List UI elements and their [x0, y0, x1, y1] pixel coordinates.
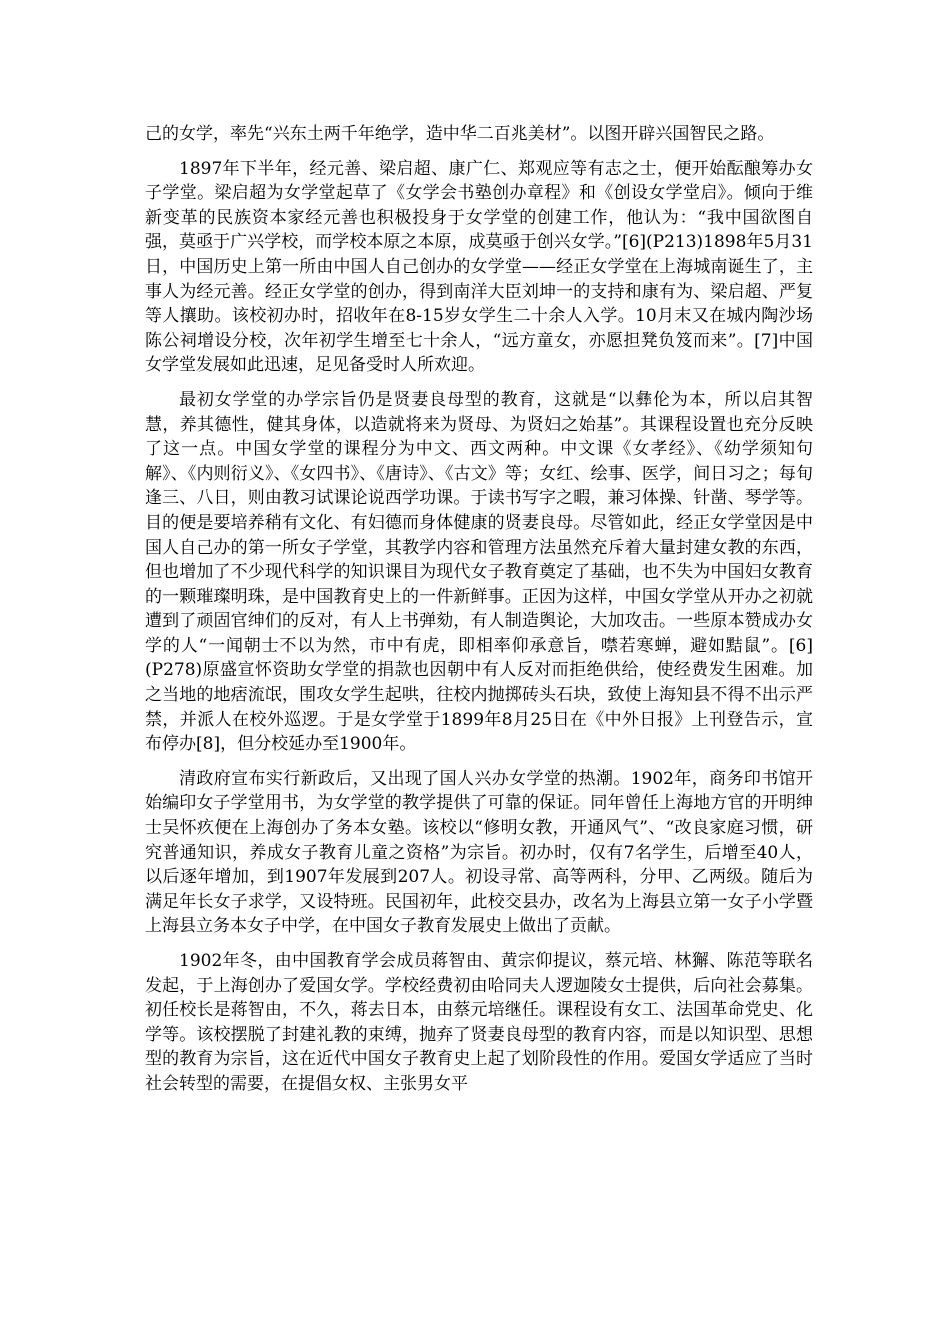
paragraph-5: 1902年冬，由中国教育学会成员蒋智由、黄宗仰提议，蔡元培、林獬、陈范等联名发起，于上海创办了爱国女学。学校经费初由哈同夫人逻迦陵女士提供，后向社会募集。初任校长是蒋智由，不久，蒋去日本，由蔡元培继任。课程设有女工、法国革命党史、化学等。该校摆脱了封建礼教的束缚，抛弃了贤妻良母型的教育内容，而是以知识型、思想型的教育为宗旨，这在近代中国女子教育史上起了划阶段性的作用。爱国女学适应了当时社会转型的需要，在提倡女权、主张男女平 [145, 951, 813, 1094]
paragraph-1: 己的女学，率先“兴东土两千年绝学，造中华二百兆美材”。以图开辟兴国智民之路。 [145, 124, 775, 144]
paragraph-2: 1897年下半年，经元善、梁启超、康广仁、郑观应等有志之士，便开始酝酿筹办女子学堂。梁启超为女学堂起草了《女学会书塾创办章程》和《创设女学堂启》。倾向于维新变革的民族资本家经元善也积极投身于女学堂的创建工作，他认为：“我中国欲图自强，莫亟于广兴学校，而学校本原之本原，成莫亟于创兴女学。”[6](P213)1898年5月31日，中国历史上第一所由中国人自己创办的女学堂——经正女学堂在上海城南诞生了，主事人为经元善。经正女学堂的创办，得到南洋大臣刘坤一的支持和康有为、梁启超、严复等人攘助。该校初办时，招收年在8-15岁女学生二十余人入学。10月末又在城内陶沙场陈公祠增设分校，次年初学生增至七十余人，“远方童女，亦愿担凳负笈而来”。[7]中国女学堂发展如此迅速，足见备受时人所欢迎。 [145, 158, 813, 376]
paragraph-3: 最初女学堂的办学宗旨仍是贤妻良母型的教育，这就是“以彝伦为本，所以启其智慧，养其德性，健其身体，以造就将来为贤母、为贤妇之始基”。其课程设置也充分反映了这一点。中国女学堂的课程分为中文、西文两种。中文课《女孝经》、《幼学须知句解》、《内则衍义》、《女四书》、《唐诗》、《古文》等；女红、绘事、医学，间日习之；每旬逢三、八日，则由教习试课论说西学功课。于读书写字之暇，兼习体操、针凿、琴学等。目的便是要培养稍有文化、有妇德而身体健康的贤妻良母。尽管如此，经正女学堂因是中国人自己办的第一所女子学堂，其教学内容和管理方法虽然充斥着大量封建女教的东西，但也增加了不少现代科学的知识课目为现代女子教育奠定了基础，也不失为中国妇女教育的一颗璀璨明珠，是中国教育史上的一件新鲜事。正因为这样，中国女学堂从开办之初就遭到了顽固官绅们的反对，有人上书弹劾，有人制造舆论，大加攻击。一些原本赞成办女学的人“一闻朝士不以为然，市中有虎，即相率仰承意旨，噤若寒蝉，避如黠鼠”。[6](P278)原盛宣怀资助女学堂的捐款也因朝中有人反对而拒绝供给，使经费发生困难。加之当地的地痞流氓，围攻女学生起哄，往校内抛掷砖头石块，致使上海知县不得不出示严禁，并派人在校外巡逻。于是女学堂于1899年8月25日在《中外日报》上刊登告示，宣布停办[8]，但分校延办至1900年。 [145, 389, 813, 755]
paragraph-4: 清政府宣布实行新政后，又出现了国人兴办女学堂的热潮。1902年，商务印书馆开始编印女子学堂用书，为女学堂的教学提供了可靠的保证。同年曾任上海地方官的开明绅士吴怀疚便在上海创办了务本女塾。该校以“修明女教，开通风气”、“改良家庭习惯，研究普通知识，养成女子教育儿童之资格”为宗旨。初办时，仅有7名学生，后增至40人，以后逐年增加，到1907年发展到207人。初设寻常、高等两科，分甲、乙两级。随后为满足年长女子求学，又设特班。民国初年，此校交县办，改名为上海县立第一女子小学暨上海县立务本女子中学，在中国女子教育发展史上做出了贡献。 [145, 768, 813, 937]
document-page [145, 122, 813, 1107]
